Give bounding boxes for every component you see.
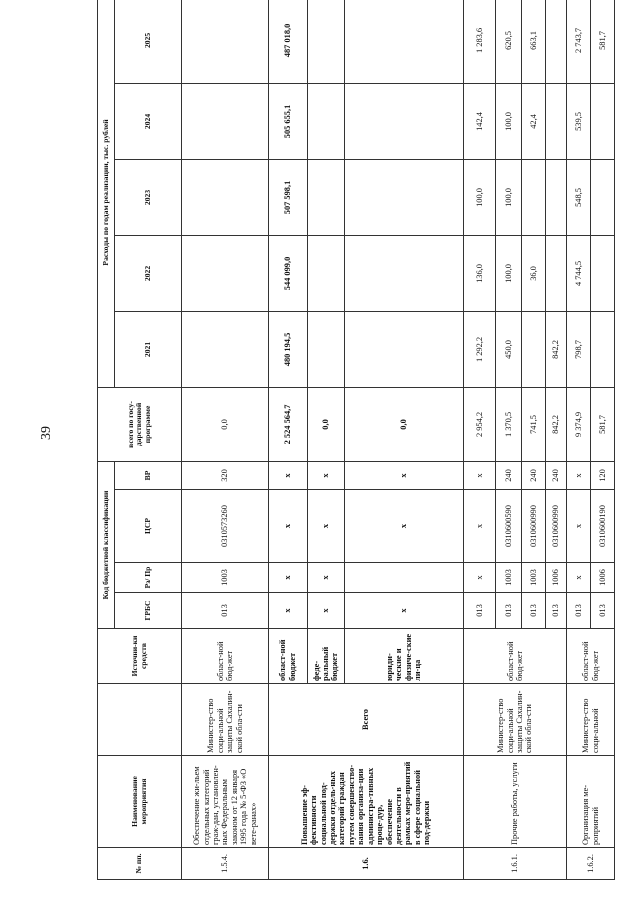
cell-grbs: 013 bbox=[567, 593, 591, 629]
cell-grbs: 013 bbox=[495, 593, 521, 629]
header-total: всего по госу-дарственной программе bbox=[98, 387, 182, 461]
cell-2023 bbox=[521, 159, 545, 235]
cell-2025 bbox=[182, 0, 269, 83]
cell-grbs: x bbox=[344, 593, 463, 629]
cell-2024: 100,0 bbox=[495, 83, 521, 159]
table-row bbox=[567, 0, 591, 880]
row-source: област-ной бюд-жет bbox=[182, 629, 269, 684]
cell-total: 842,2 bbox=[545, 387, 567, 461]
cell-rzpr: 1003 bbox=[182, 563, 269, 593]
row-num: 1.6. bbox=[268, 848, 463, 880]
cell-2024 bbox=[591, 83, 615, 159]
cell-vr: x bbox=[307, 461, 344, 489]
table-container bbox=[97, 23, 615, 880]
cell-2022: 136,0 bbox=[463, 235, 495, 311]
cell-grbs: x bbox=[307, 593, 344, 629]
cell-vr: x bbox=[567, 461, 591, 489]
cell-2021 bbox=[344, 311, 463, 387]
cell-vr: x bbox=[463, 461, 495, 489]
cell-rzpr: x bbox=[268, 563, 307, 593]
cell-2023 bbox=[344, 159, 463, 235]
cell-rzpr: 1006 bbox=[591, 563, 615, 593]
cell-2022 bbox=[344, 235, 463, 311]
cell-grbs: x bbox=[268, 593, 307, 629]
cell-csr: 0310600190 bbox=[591, 490, 615, 563]
cell-2024: 505 655,1 bbox=[268, 83, 307, 159]
cell-total: 0,0 bbox=[182, 387, 269, 461]
header-vr: ВР bbox=[115, 461, 182, 489]
cell-2024 bbox=[545, 83, 567, 159]
cell-grbs: 013 bbox=[521, 593, 545, 629]
cell-2025 bbox=[344, 0, 463, 83]
cell-2022: 36,0 bbox=[521, 235, 545, 311]
cell-rzpr: 1006 bbox=[545, 563, 567, 593]
row-source: област-ной бюджет bbox=[268, 629, 307, 684]
cell-2024: 42,4 bbox=[521, 83, 545, 159]
cell-rzpr bbox=[344, 563, 463, 593]
header-2022: 2022 bbox=[115, 235, 182, 311]
row-name: Обеспечение жи-льем отдельных категорий граж-дан, установлен-ных Федеральным законом от 12 января 1995 года № 5-ФЗ «О вете-ранах» bbox=[182, 756, 269, 848]
table-row bbox=[182, 0, 269, 880]
cell-2021 bbox=[307, 311, 344, 387]
header-source: Источни-ки средств bbox=[98, 629, 182, 684]
row-name: Прочие работы, услуги bbox=[463, 756, 567, 848]
cell-2025: 1 283,6 bbox=[463, 0, 495, 83]
cell-2022 bbox=[182, 235, 269, 311]
cell-2021: 480 194,5 bbox=[268, 311, 307, 387]
row-num: 1.5.4. bbox=[182, 848, 269, 880]
cell-total: 741,5 bbox=[521, 387, 545, 461]
cell-csr: 0310600990 bbox=[521, 490, 545, 563]
cell-rzpr: x bbox=[463, 563, 495, 593]
cell-2024: 539,5 bbox=[567, 83, 591, 159]
cell-2025 bbox=[307, 0, 344, 83]
cell-vr: x bbox=[268, 461, 307, 489]
cell-total: 9 374,9 bbox=[567, 387, 591, 461]
header-budget-code-group: Код бюджетной классификации bbox=[98, 461, 115, 628]
cell-rzpr: x bbox=[567, 563, 591, 593]
row-source: област-ной бюд-жет bbox=[463, 629, 567, 684]
row-num: 1.6.1. bbox=[463, 848, 567, 880]
cell-grbs: 013 bbox=[591, 593, 615, 629]
table-row bbox=[463, 0, 495, 880]
cell-2023 bbox=[182, 159, 269, 235]
cell-2025: 620,5 bbox=[495, 0, 521, 83]
cell-2021 bbox=[591, 311, 615, 387]
cell-2025: 2 743,7 bbox=[567, 0, 591, 83]
cell-total: 0,0 bbox=[307, 387, 344, 461]
cell-2022 bbox=[545, 235, 567, 311]
cell-2023 bbox=[545, 159, 567, 235]
cell-2025 bbox=[545, 0, 567, 83]
cell-csr: x bbox=[463, 490, 495, 563]
cell-2024: 142,4 bbox=[463, 83, 495, 159]
row-source: област-ной бюд-жет bbox=[567, 629, 615, 684]
cell-total: 0,0 bbox=[344, 387, 463, 461]
cell-rzpr: x bbox=[307, 563, 344, 593]
header-rzpr: Рз/ Пр bbox=[115, 563, 182, 593]
row-num: 1.6.2. bbox=[567, 848, 615, 880]
cell-vr: 240 bbox=[545, 461, 567, 489]
cell-2025: 581,7 bbox=[591, 0, 615, 83]
page-number: 39 bbox=[39, 426, 54, 440]
cell-2022 bbox=[591, 235, 615, 311]
cell-2023: 548,5 bbox=[567, 159, 591, 235]
cell-grbs: 013 bbox=[182, 593, 269, 629]
table-row bbox=[268, 0, 307, 880]
cell-vr: x bbox=[344, 461, 463, 489]
cell-rzpr: 1003 bbox=[521, 563, 545, 593]
cell-2023 bbox=[307, 159, 344, 235]
cell-csr: 0310573260 bbox=[182, 490, 269, 563]
cell-rzpr: 1003 bbox=[495, 563, 521, 593]
row-name: Организация ме-роприятий bbox=[567, 756, 615, 848]
header-2025: 2025 bbox=[115, 0, 182, 83]
row-executor: Министер-ство соци-альной bbox=[567, 684, 615, 756]
cell-2025: 663,1 bbox=[521, 0, 545, 83]
cell-2023 bbox=[591, 159, 615, 235]
cell-csr: x bbox=[307, 490, 344, 563]
cell-total: 581,7 bbox=[591, 387, 615, 461]
header-2023: 2023 bbox=[115, 159, 182, 235]
cell-2024 bbox=[307, 83, 344, 159]
cell-2022 bbox=[307, 235, 344, 311]
row-executor: Министер-ство соци-альной защиты Сахалин-ской обла-сти bbox=[463, 684, 567, 756]
cell-2022: 100,0 bbox=[495, 235, 521, 311]
header-name: Наименование мероприятия bbox=[98, 756, 182, 848]
row-executor: Всего bbox=[268, 684, 463, 756]
cell-total: 1 370,5 bbox=[495, 387, 521, 461]
cell-vr: 240 bbox=[495, 461, 521, 489]
header-num: № пп. bbox=[98, 848, 182, 880]
row-name: Повышение эф-фективности социальной под-держки отдель-ных категорий граждан путем совершенство-вания организа-ции администра-тивных проце-дур, обеспечение деятельности в рамках меро-приятий в сфере социальной под-держки bbox=[268, 756, 463, 848]
header-years-group: Расходы по годам реализации, тыс. рублей bbox=[98, 0, 115, 387]
rotated-table-frame bbox=[97, 23, 615, 880]
cell-2021: 450,0 bbox=[495, 311, 521, 387]
cell-csr: x bbox=[344, 490, 463, 563]
header-row-1 bbox=[98, 0, 115, 880]
cell-2021 bbox=[521, 311, 545, 387]
row-source: юриди-ческие и физиче-ские ли-ца bbox=[344, 629, 463, 684]
cell-2022: 544 099,0 bbox=[268, 235, 307, 311]
cell-csr: 0310600590 bbox=[495, 490, 521, 563]
row-executor: Министер-ство соци-альной защиты Сахалин-ской обла-сти bbox=[182, 684, 269, 756]
header-grbs: ГРБС bbox=[115, 593, 182, 629]
cell-2025: 487 018,0 bbox=[268, 0, 307, 83]
cell-csr: x bbox=[268, 490, 307, 563]
cell-2023: 100,0 bbox=[495, 159, 521, 235]
cell-csr: 0310600990 bbox=[545, 490, 567, 563]
cell-total: 2 954,2 bbox=[463, 387, 495, 461]
cell-2021: 798,7 bbox=[567, 311, 591, 387]
header-2024: 2024 bbox=[115, 83, 182, 159]
cell-total: 2 524 564,7 bbox=[268, 387, 307, 461]
header-csr: ЦСР bbox=[115, 490, 182, 563]
cell-csr: x bbox=[567, 490, 591, 563]
cell-2022: 4 744,5 bbox=[567, 235, 591, 311]
cell-2023: 507 598,1 bbox=[268, 159, 307, 235]
cell-2024 bbox=[344, 83, 463, 159]
cell-2021: 842,2 bbox=[545, 311, 567, 387]
cell-vr: 120 bbox=[591, 461, 615, 489]
cell-2023: 100,0 bbox=[463, 159, 495, 235]
cell-vr: 320 bbox=[182, 461, 269, 489]
cell-2024 bbox=[182, 83, 269, 159]
cell-2021: 1 292,2 bbox=[463, 311, 495, 387]
cell-grbs: 013 bbox=[463, 593, 495, 629]
cell-grbs: 013 bbox=[545, 593, 567, 629]
cell-2021 bbox=[182, 311, 269, 387]
cell-vr: 240 bbox=[521, 461, 545, 489]
header-executor bbox=[98, 684, 182, 756]
header-2021: 2021 bbox=[115, 311, 182, 387]
budget-table bbox=[97, 0, 615, 880]
row-source: феде-ральный бюджет bbox=[307, 629, 344, 684]
